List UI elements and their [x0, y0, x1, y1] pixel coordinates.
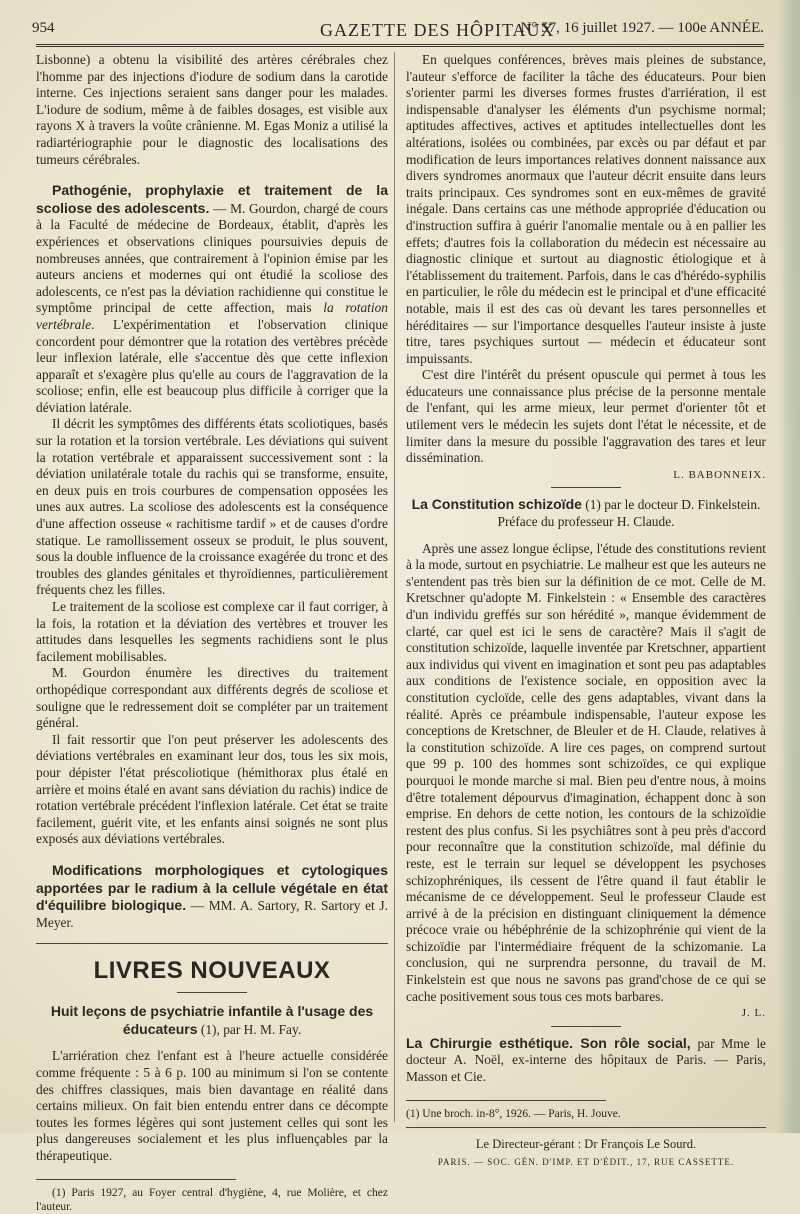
book-heading: La Constitution schizoïde [411, 496, 582, 513]
issue-info: N° 57, 16 juillet 1927. — 100e ANNÉE. [520, 20, 764, 36]
paragraph-text: chargé de cours à la Faculté de médecine de Bordeaux, établit, d'après les expériences et observations cliniques poursuivies depuis de nombreuses années, que contrairement à l'opinion émise par les auteurs anciens et modernes qui ont étudié la scoliose des adolescents, ce n'est pas la déviation rachidienne qui constitue le symptôme principal de cette affection, mais [36, 200, 389, 316]
page-number: 954 [32, 20, 55, 36]
short-rule [177, 992, 247, 993]
article-author: — MM. A. Sartory, R. Sartory et J. Meyer. [36, 898, 388, 930]
short-rule [551, 1026, 621, 1027]
footnote: (1) Paris 1927, au Foyer central d'hygiène, 4, rue Molière, et chez l'auteur. [36, 1186, 388, 1213]
article-author: — M. Gourdon, [213, 200, 300, 216]
footnote-rule [406, 1100, 606, 1101]
page-header [20, 14, 770, 44]
column-rule [394, 52, 395, 1122]
paragraph: L'arriération chez l'enfant est à l'heure actuelle considérée comme fréquente : 5 à 6 p. 100 au minimum si l'on se contente des chiffres classiques, mais bien davantage en réalité dans certains milieux. On fait bien entendu entrer dans ce décompte toutes les formes légères qui sont justement celles qui sont les plus dangereuses socialement et les plus influençables par la thérapeutique. [36, 1048, 388, 1164]
footnote-rule [36, 1179, 236, 1180]
article-sartory [36, 862, 388, 931]
paragraph: M. Gourdon énumère les directives du traitement orthopédique correspondant aux différents degrés de scoliose et souligne que le redressement doit se compléter par un traitement général. [36, 665, 388, 731]
book-heading: Huit leçons de psychiatrie infantile à l'usage des éducateurs [50, 1003, 374, 1037]
book-heading: La Chirurgie esthétique. Son rôle social, [406, 1034, 691, 1051]
paragraph: Il fait ressortir que l'on peut préserver les adolescents des déviations vertébrales en examinant leur dos, tous les six mois, pour dépister l'état préscoliotique (hémithorax plus étalé en arrière et moins étalé en avant sans déviation du rachis) indice de rotation vertébrale précédent l'inflexion latérale. Cet état se traite facilement, guérit vite, et les enfants ainsi soignés ne sont plus exposés aux déviations vertébrales. [36, 731, 388, 847]
footer-rule [406, 1127, 766, 1128]
article-heading: Pathogénie, prophylaxie et traitement de la scoliose des adolescents. [36, 182, 388, 216]
book-title [406, 496, 766, 514]
printer-line: PARIS. — SOC. GÉN. D'IMP. ET D'ÉDIT., 17, RUE CASSETTE. [437, 1157, 735, 1168]
article-gourdon [36, 182, 388, 416]
journal-title: GAZETTE DES HÔPITAUX [320, 20, 555, 40]
book-ref: par Mme le docteur A. Noël, ex-interne des hôpitaux de Paris. — Paris, Masson et Cie. [406, 1035, 766, 1085]
section-title: LIVRES NOUVEAUX [93, 957, 331, 985]
gerant-line: Le Directeur-gérant : Dr François Le Sourd. [475, 1136, 697, 1151]
page-edge-stain [778, 0, 800, 1133]
paragraph: Il décrit les symptômes des différents états scoliotiques, basés sur la rotation et la torsion vertébrale. Les déviations qui suivent la rotation vertébrale et apparaissent successivement sont : la déviation unilatérale totale du rachis qui se transforme, ensuite, en deux puis en trois courbures de compensation opposées les unes aux autres. La scoliose des adolescents est la conséquence d'une affection osseuse « rachitisme tardif » et de causes d'ordre statique. Le ramollissement osseux se produit, le plus souvent, sous la double influence de la croissance exagérée du tronc et des troubles des glandes génitales et thyroïdiennes, particulièrement fréquents chez les filles. [36, 416, 388, 598]
paragraph: Le traitement de la scoliose est complexe car il faut corriger, à la fois, la rotation et la déviation des vertèbres et trouver les attitudes dans lesquelles les segments rachidiens sont le plus facilement mobilisables. [36, 599, 388, 664]
paragraph: C'est dire l'intérêt du présent opuscule qui permet à tous les éducateurs une connaissance plus précise de la personne mentale de l'enfant, qui les arme mieux, leur permet d'orienter tôt et utilement vers le médecin les sujets dont l'état le nécessite, et de limiter dans la mesure du possible l'aggravation des tares et leur dissémination. [406, 367, 766, 466]
short-rule [551, 487, 621, 488]
book-title [406, 1035, 766, 1086]
paragraph: En quelques conférences, brèves mais pleines de substance, l'auteur s'efforce de faciliter la tâche des éducateurs. Pour bien s'orienter parmi les diverses formes frustes d'arriération, il est indispensable d'analyser les éléments d'un psychisme normal; aptitudes affectives, actives et aptitudes intellectuelles dont les altérations, isolées ou combinées, par excès ou par défaut et par modification de leurs importances relatives donnent naissance aux divers syndromes anormaux que l'auteur décrit ensuite dans leurs traits principaux. Ces syndromes sont en eux-mêmes de gravité inégale. Dans certains cas une méthode appropriée d'éducation ou d'instruction suffira à guérir l'anomalie mentale ou à en pallier les effets; d'autres fois la collaboration du médecin est nécessaire au diagnostic clinique et surtout au diagnostic étiologique et à l'établissement du traitement. Parfois, dans le cas d'hérédo-syphilis en particulier, le rôle du médecin est le principal et d'une efficacité notable, mais il est des cas où devant les tares personnelles et héréditaires — sur l'importance desquelles l'auteur insiste à juste titre, tares psychiques surtout — médecin et éducateur sont impuissants. [406, 52, 766, 366]
footnote: (1) Une broch. in-8°, 1926. — Paris, H. Jouve. [406, 1107, 621, 1120]
left-column [36, 52, 388, 1214]
signature: L. BABONNEIX. [673, 468, 766, 481]
signature: J. L. [741, 1007, 766, 1020]
book-ref: (1), par H. M. Fay. [197, 1021, 302, 1037]
paragraph: Lisbonne) a obtenu la visibilité des artères cérébrales chez l'homme par des injections d'iodure de sodium dans la carotide interne. Ces injections seraient sans danger pour les malades. L'iodure de sodium, même à de faibles dosages, est visible aux rayons X à travers la voûte crânienne. M. Egas Moniz a utilisé la radiartériographie pour le diagnostic des localisations des tumeurs cérébrales. [36, 52, 388, 167]
book-ref: (1) par le docteur D. Finkelstein. [581, 497, 761, 513]
paragraph-text: . L'expérimentation et l'observation clinique concordent pour démontrer que la rotation des vertèbres précède leur inflexion latérale, elle s'accentue dès que cette inflexion apparaît et s'exagère plus qu'elle au cours de l'aggravation de la scoliose; enfin, elle est beaucoup plus difficile à corriger que la déviation latérale. [36, 316, 388, 415]
preface-line: Préface du professeur H. Claude. [497, 514, 675, 530]
section-rule [36, 943, 388, 944]
book-title [36, 1003, 388, 1038]
right-column [406, 52, 766, 1171]
article-heading: Modifications morphologiques et cytologiques apportées par le radium à la cellule végétale en état d'équilibre biologique. [36, 861, 388, 914]
italic-term: la rotation vertébrale [36, 300, 389, 332]
header-rule [36, 44, 764, 47]
paragraph: Après une assez longue éclipse, l'étude des constitutions revient à la mode, surtout en psychiatrie. Le malheur est que les auteurs ne s'entendent pas très bien sur la définition de ce mot. Celle de M. Kretschner qu'adopte M. Finkelstein : « Ensemble des caractères d'un individu greffés sur son hérédité », manque évidemment de clarté, car quel est ici le sens de caractère? Mais il s'agit de constitution schizoïde, laquelle inventée par Kretschner, appartient aux individus qui vivent en imagination et sont peu pas adaptables aux conditions de l'existence sociale, en opposition avec la constitution cycloïde, celle des gens adaptables, vivant dans la réalité. Après ce préambule indispensable, l'auteur expose les conceptions de Kretschner, de Bleuler et de H. Claude, relatives à la constitution schizoïde. A lire ces pages, on comprend surtout que 99 p. 100 des hommes sont schizoïdes, ce qui explique pourquoi le monde marche si mal. Bien peu d'entre nous, à moins d'être totalement dépourvus d'imagination, échappent donc à son emprise. En dehors de cette notion, les contours de la schizoïdie restent des plus confus. Si les psychiâtres sont à peu près d'accord pour reconnaître que la constitution schizoïde, mal définie du reste, est le terrain sur lequel se développent les psychoses schizophréniques, ils cessent de l'être quand il faut établir le mécanisme de ce développement. Seul le professeur Claude est arrivé à de la précision en distinguant cliniquement la démence précoce vraie ou hébéphrénie de la schizophrénie qui vient de la schizoïdie par l'intermédiaire fréquent de la schizomanie. La conclusion, qui ne surprendra personne, du travail de M. Finkelstein est que nous ne savons pas grand'chose de ce qui se cache positivement sous tous ces mots barbares. [406, 540, 766, 1004]
